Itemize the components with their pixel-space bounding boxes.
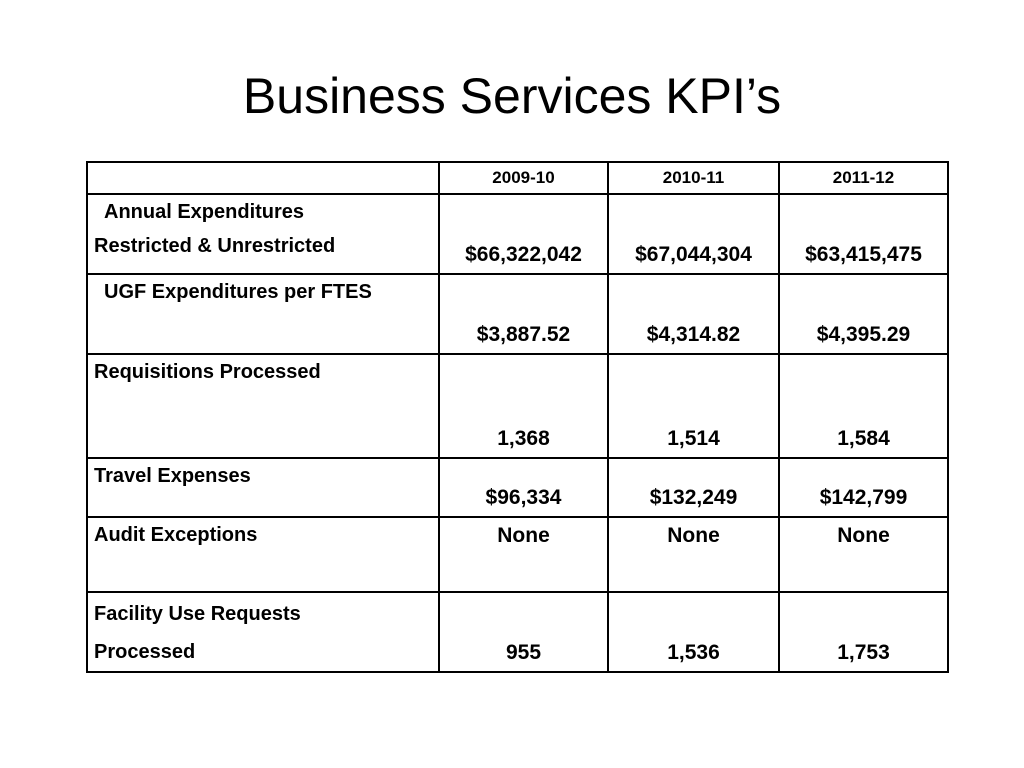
row-label — [87, 274, 439, 354]
table-cell: $96,334 — [439, 458, 608, 517]
header-cell-empty — [87, 162, 439, 194]
table-cell: 1,536 — [608, 592, 779, 672]
table-cell: None — [439, 517, 608, 592]
table-cell: 1,584 — [779, 354, 948, 458]
table-cell: $3,887.52 — [439, 274, 608, 354]
table-cell: $66,322,042 — [439, 194, 608, 274]
table-header-row — [87, 162, 948, 194]
header-cell-2009-10: 2009-10 — [439, 162, 608, 194]
row-label-line: Requisitions Processed — [94, 361, 321, 383]
table-cell: $132,249 — [608, 458, 779, 517]
table-cell: 1,753 — [779, 592, 948, 672]
table-cell: $63,415,475 — [779, 194, 948, 274]
row-label-line: Processed — [94, 641, 196, 663]
row-label — [87, 194, 439, 274]
table-row-requisitions — [87, 354, 948, 458]
table-cell: 1,368 — [439, 354, 608, 458]
header-cell-2010-11: 2010-11 — [608, 162, 779, 194]
table-row-ugf-expenditures — [87, 274, 948, 354]
table-cell: None — [779, 517, 948, 592]
table-row-annual-expenditures — [87, 194, 948, 274]
table-row-travel-expenses — [87, 458, 948, 517]
row-label-line: UGF Expenditures per FTES — [104, 281, 372, 303]
table-cell: $4,314.82 — [608, 274, 779, 354]
row-label — [87, 517, 439, 592]
row-label-line: Audit Exceptions — [94, 524, 258, 546]
table-cell: $4,395.29 — [779, 274, 948, 354]
table-cell: None — [608, 517, 779, 592]
table-cell: $142,799 — [779, 458, 948, 517]
table-cell: 1,514 — [608, 354, 779, 458]
row-label-line: Restricted & Unrestricted — [94, 235, 336, 257]
table-row-facility-use — [87, 592, 948, 672]
row-label — [87, 354, 439, 458]
row-label-line: Facility Use Requests — [94, 603, 301, 625]
row-label-line: Annual Expenditures — [104, 201, 305, 223]
header-cell-2011-12: 2011-12 — [779, 162, 948, 194]
table-cell: 955 — [439, 592, 608, 672]
slide-title: Business Services KPI’s — [242, 68, 782, 124]
table-row-audit-exceptions — [87, 517, 948, 592]
row-label-line: Travel Expenses — [94, 465, 251, 487]
row-label — [87, 458, 439, 517]
row-label — [87, 592, 439, 672]
kpi-table — [86, 161, 949, 673]
table-cell: $67,044,304 — [608, 194, 779, 274]
